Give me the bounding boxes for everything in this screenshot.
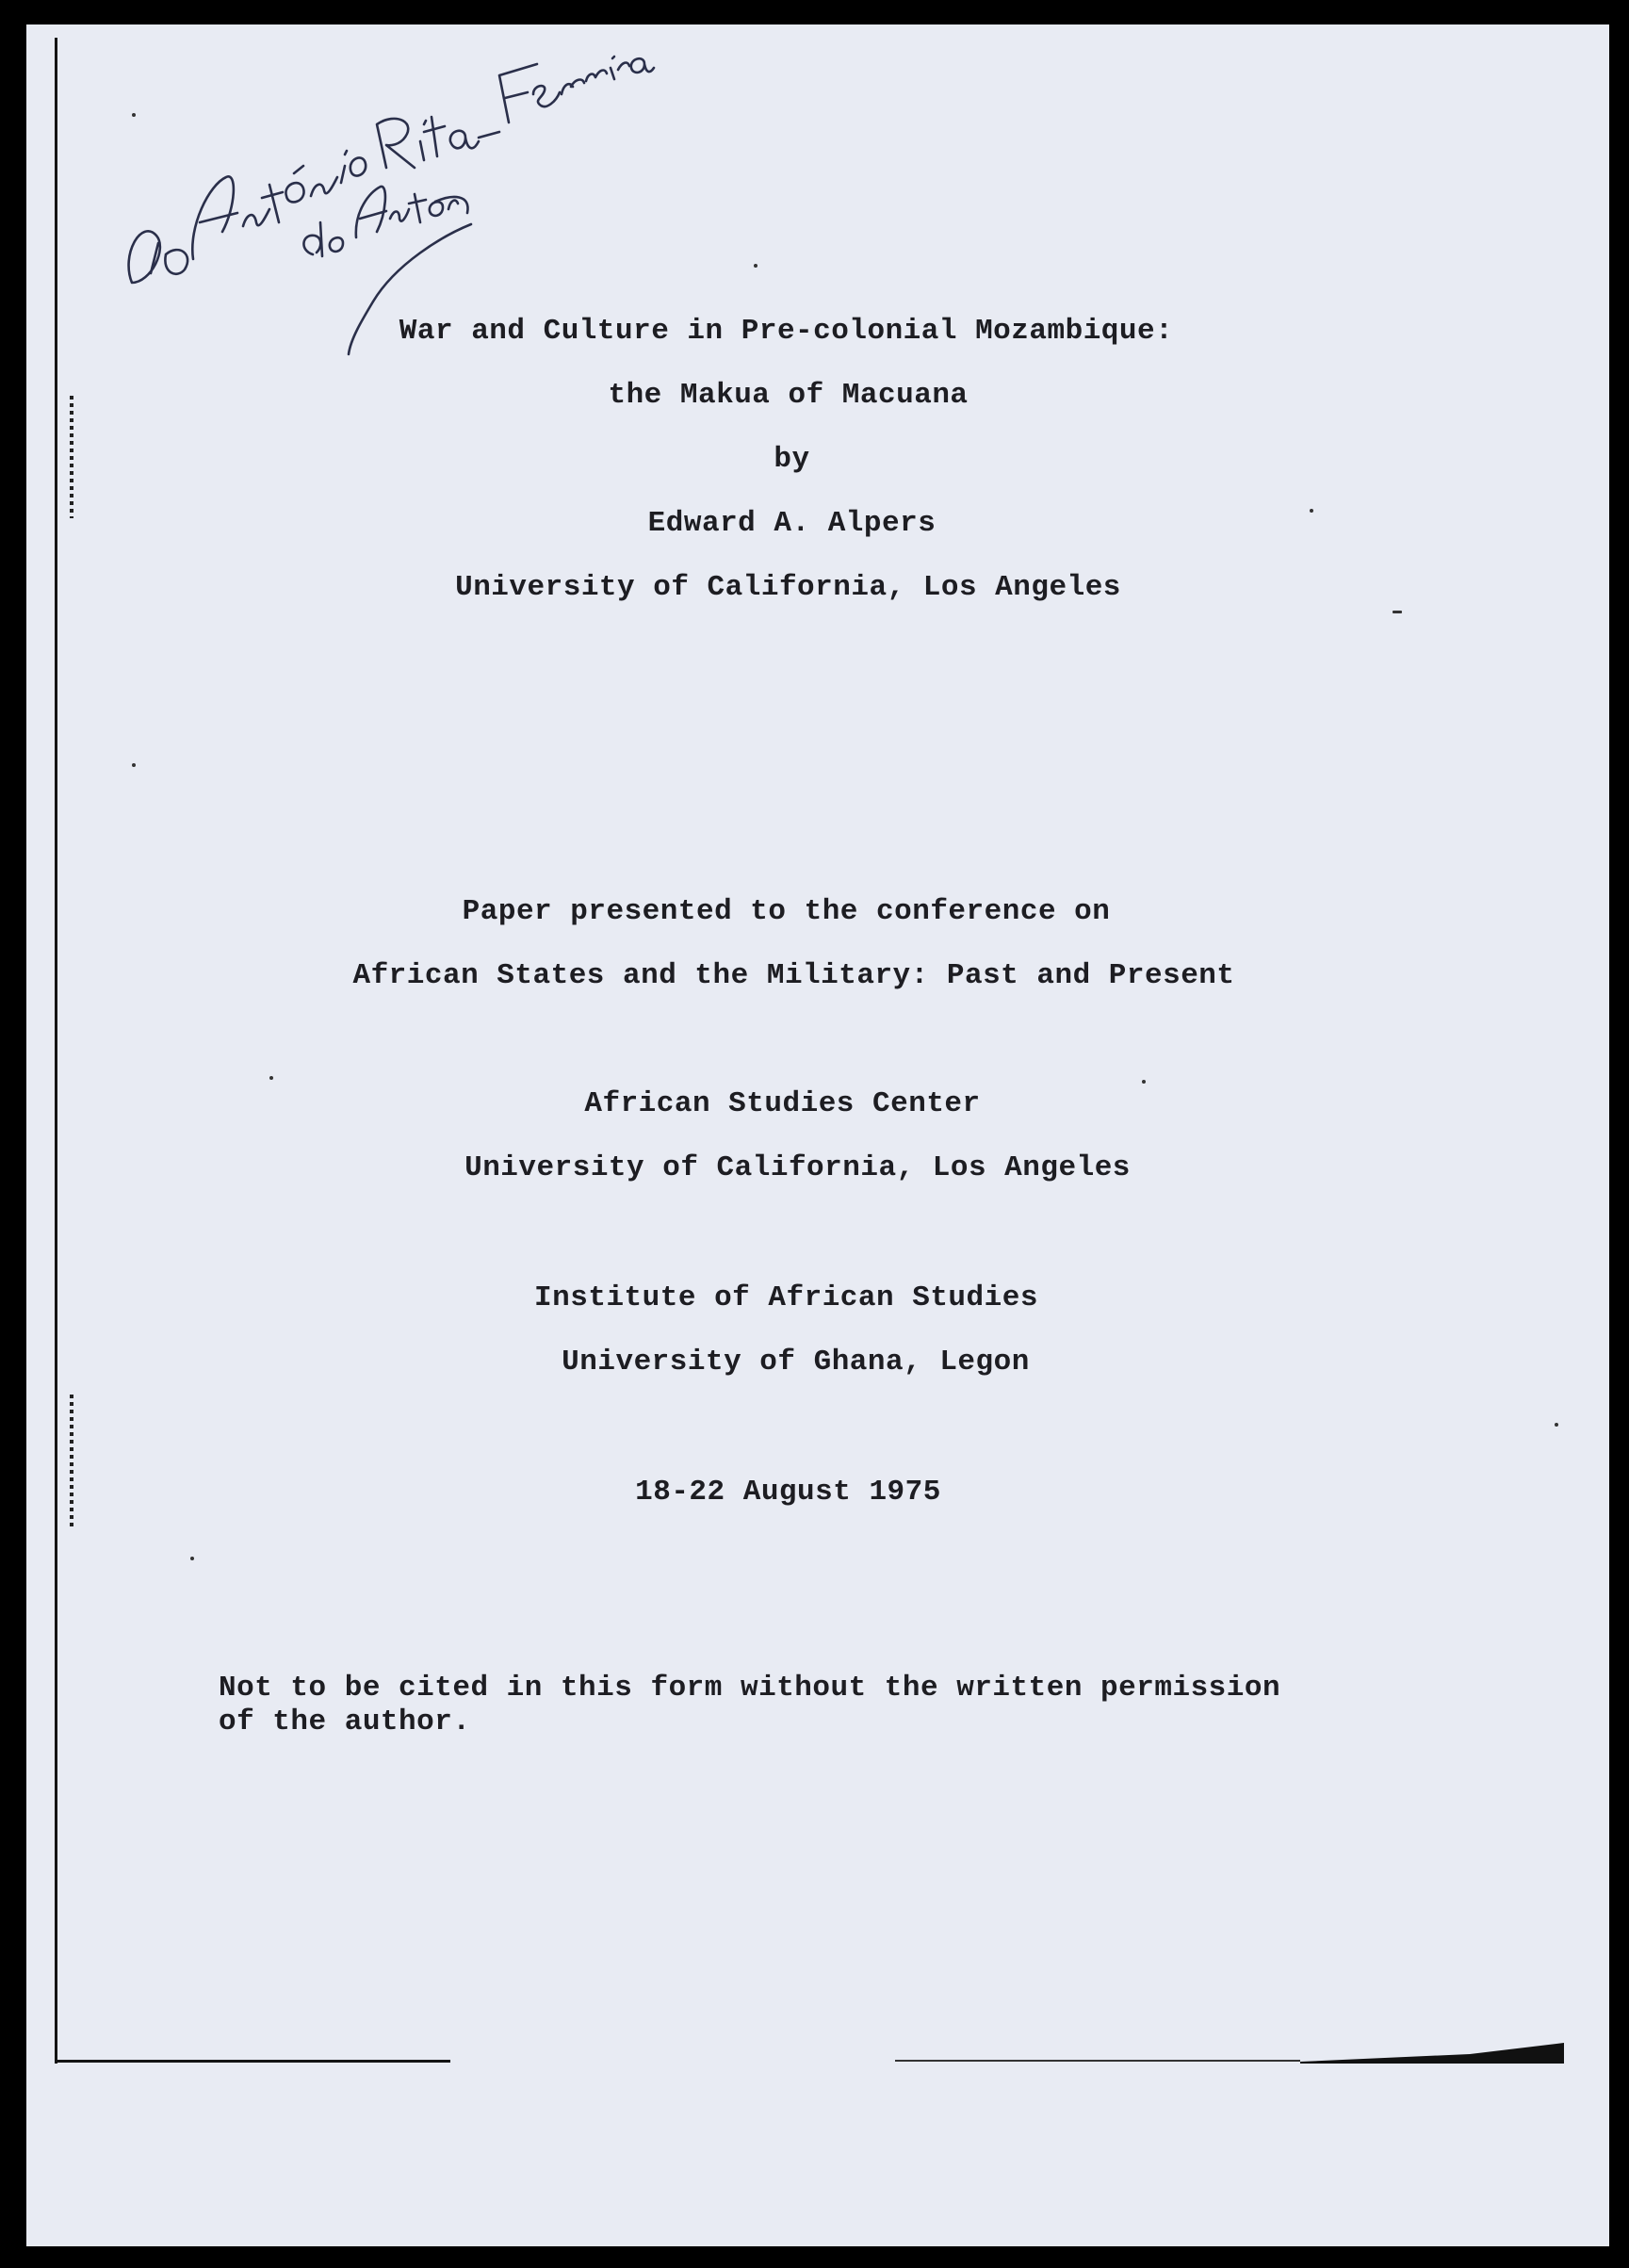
citation-notice-line-2: of the author.	[219, 1705, 471, 1738]
page-frame-bottom-rule-right	[895, 2060, 1300, 2062]
speck	[754, 264, 757, 268]
conference-date: 18-22 August 1975	[635, 1476, 941, 1509]
speck	[1393, 611, 1402, 613]
organizer-2-name: Institute of African Studies	[534, 1281, 1038, 1314]
speck	[190, 1557, 194, 1560]
author-name: Edward A. Alpers	[647, 507, 937, 540]
speck	[132, 113, 136, 117]
speck	[1142, 1080, 1146, 1084]
document-page	[26, 24, 1609, 2246]
by-line: by	[774, 443, 810, 476]
organizer-1-institution: University of California, Los Angeles	[464, 1151, 1131, 1184]
organizer-1-name: African Studies Center	[584, 1087, 981, 1120]
author-affiliation: University of California, Los Angeles	[455, 571, 1121, 604]
conference-line-1: Paper presented to the conference on	[462, 895, 1111, 928]
speck	[269, 1076, 273, 1080]
page-frame-bottom-rule	[55, 2060, 450, 2063]
title-line-2: the Makua of Macuana	[608, 379, 969, 412]
speck	[1555, 1423, 1558, 1427]
citation-notice-line-1: Not to be cited in this form without the written permission	[219, 1672, 1281, 1705]
conference-line-2: African States and the Military: Past and Present	[352, 959, 1235, 992]
organizer-2-institution: University of Ghana, Legon	[562, 1346, 1030, 1379]
speck	[132, 763, 136, 767]
citation-notice	[219, 1672, 1443, 1739]
page-frame-bottom-bar	[1300, 2037, 1564, 2064]
title-line-1: War and Culture in Pre-colonial Mozambique:	[399, 315, 1174, 348]
